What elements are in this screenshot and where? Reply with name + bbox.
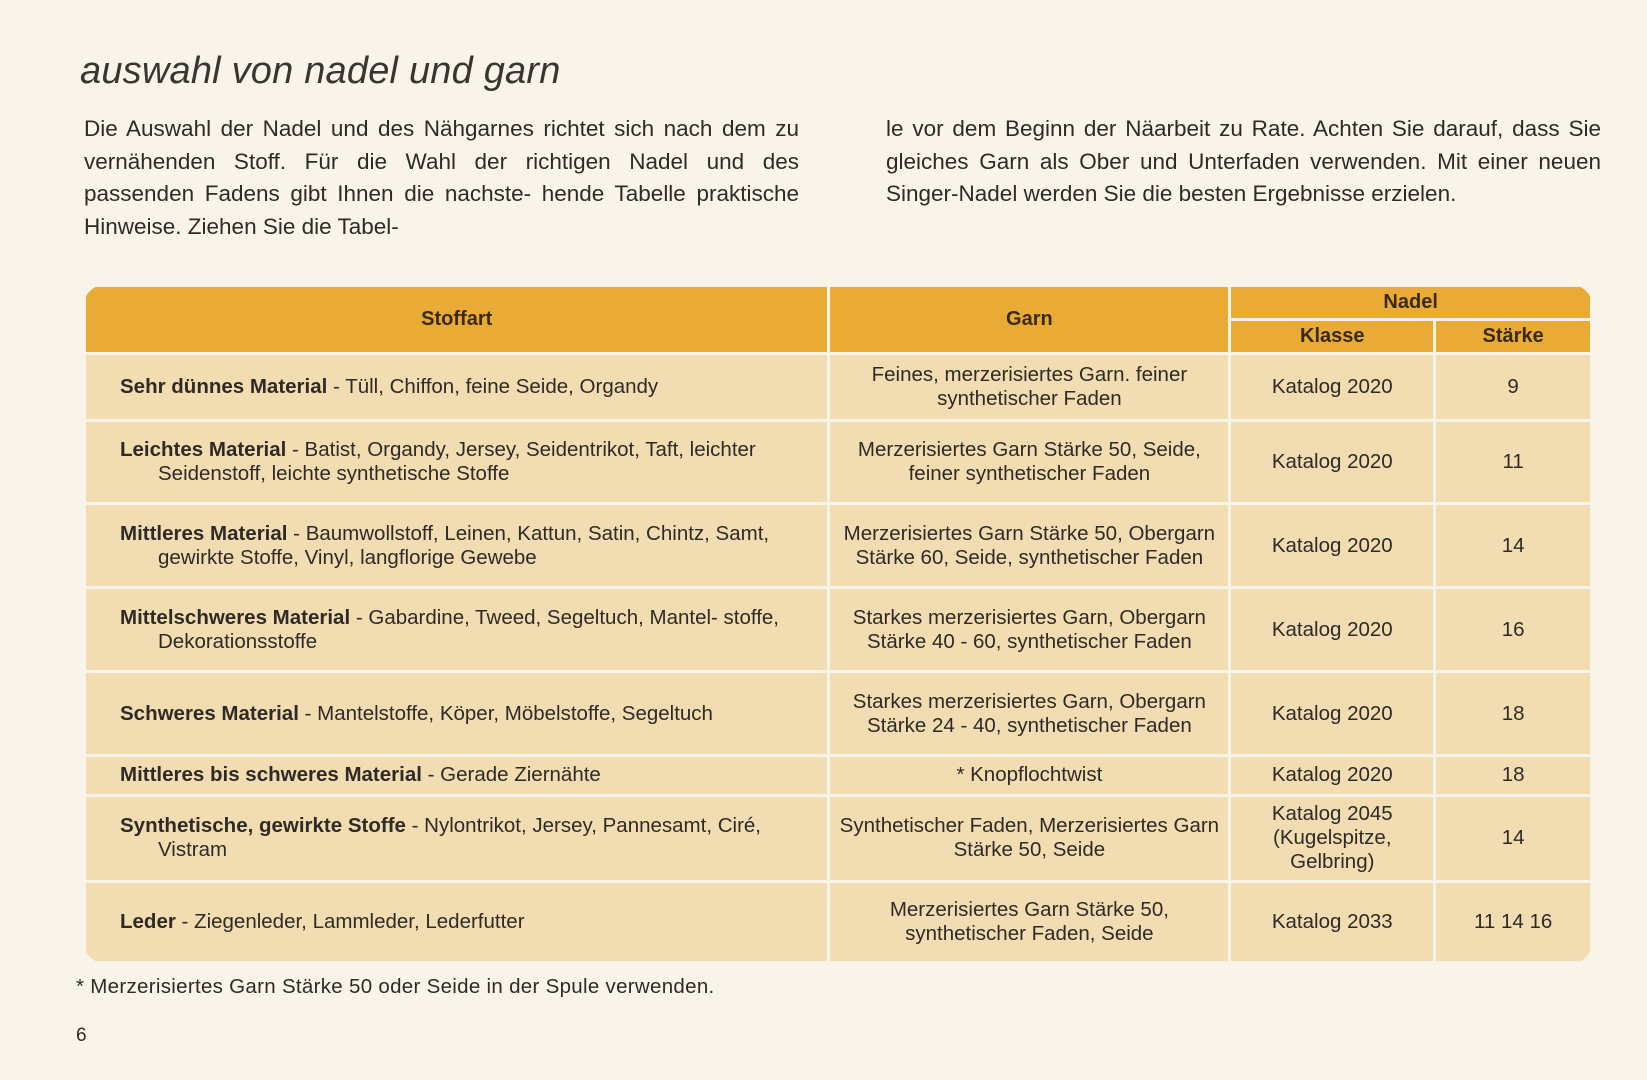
- material-description: - Baumwollstoff, Leinen, Kattun, Satin, Chintz, Samt, gewirkte Stoffe, Vinyl, langflorige Gewebe: [158, 521, 770, 569]
- klasse-cell: Katalog 2033: [1230, 881, 1435, 962]
- header-nadel: Nadel: [1230, 286, 1592, 320]
- klasse-cell: Katalog 2020: [1230, 354, 1435, 421]
- footnote: * Merzerisiertes Garn Stärke 50 oder Seide in der Spule verwenden.: [76, 975, 715, 998]
- stoffart-cell: [85, 421, 829, 504]
- klasse-cell: Katalog 2020: [1230, 588, 1435, 672]
- garn-cell: Synthetischer Faden, Merzerisiertes Garn Stärke 50, Seide: [829, 795, 1230, 881]
- material-description: - Ziegenleder, Lammleder, Lederfutter: [175, 909, 525, 933]
- staerke-cell: 11 14 16: [1435, 881, 1592, 962]
- table-row: [85, 421, 1592, 504]
- garn-cell: Merzerisiertes Garn Stärke 50, Obergarn Stärke 60, Seide, synthetischer Faden: [829, 504, 1230, 588]
- header-garn: Garn: [829, 286, 1230, 354]
- intro-text-left: Die Auswahl der Nadel und des Nähgarnes richtet sich nach dem zu vernähenden Stoff. Für die Wahl der richtigen Nadel und des passenden Fadens gibt Ihnen die nachste- hende Tabelle praktische Hinweise. Ziehen Sie die Tabel-: [84, 116, 799, 239]
- material-description: - Mantelstoffe, Köper, Möbelstoffe, Segeltuch: [298, 701, 713, 725]
- table-row: [85, 795, 1592, 881]
- garn-cell: Merzerisiertes Garn Stärke 50, synthetischer Faden, Seide: [829, 881, 1230, 962]
- page-title: auswahl von nadel und garn: [80, 50, 561, 92]
- staerke-cell: 14: [1435, 795, 1592, 881]
- intro-text-right: le vor dem Beginn der Näarbeit zu Rate. Achten Sie darauf, dass Sie gleiches Garn als Ober und Unterfaden verwenden. Mit einer neuen Singer-Nadel werden Sie die besten Ergebnisse erzielen.: [886, 116, 1601, 206]
- staerke-cell: 11: [1435, 421, 1592, 504]
- material-name: Synthetische, gewirkte Stoffe: [120, 814, 406, 838]
- material-description: - Batist, Organdy, Jersey, Seidentrikot, Taft, leichter Seidenstoff, leichte synthetische Stoffe: [158, 438, 756, 486]
- stoffart-cell: [85, 672, 829, 755]
- staerke-cell: 14: [1435, 504, 1592, 588]
- staerke-cell: 18: [1435, 672, 1592, 755]
- material-name: Mittleres bis schweres Material: [120, 763, 422, 787]
- material-description: - Tüll, Chiffon, feine Seide, Organdy: [327, 375, 659, 399]
- garn-cell: Feines, merzerisiertes Garn. feiner synthetischer Faden: [829, 354, 1230, 421]
- stoffart-cell: [85, 588, 829, 672]
- needle-thread-table: [83, 284, 1593, 964]
- klasse-cell: Katalog 2020: [1230, 672, 1435, 755]
- stoffart-cell: [85, 504, 829, 588]
- stoffart-cell: [85, 354, 829, 421]
- staerke-cell: 9: [1435, 354, 1592, 421]
- stoffart-cell: [85, 881, 829, 962]
- klasse-cell: Katalog 2020: [1230, 421, 1435, 504]
- needle-thread-table-container: [83, 284, 1593, 964]
- staerke-cell: 16: [1435, 588, 1592, 672]
- header-klasse: Klasse: [1230, 320, 1435, 354]
- material-description: - Gabardine, Tweed, Segeltuch, Mantel- stoffe, Dekorationsstoffe: [158, 605, 780, 653]
- material-name: Schweres Material: [120, 701, 299, 725]
- klasse-cell: Katalog 2020: [1230, 755, 1435, 795]
- table-row: [85, 588, 1592, 672]
- page-number: 6: [76, 1025, 87, 1046]
- table-row: [85, 755, 1592, 795]
- material-name: Leder: [120, 909, 176, 933]
- garn-cell: * Knopflochtwist: [829, 755, 1230, 795]
- header-stoffart: Stoffart: [85, 286, 829, 354]
- material-name: Sehr dünnes Material: [120, 375, 328, 399]
- stoffart-cell: [85, 755, 829, 795]
- garn-cell: Merzerisiertes Garn Stärke 50, Seide, feiner synthetischer Faden: [829, 421, 1230, 504]
- klasse-cell: Katalog 2020: [1230, 504, 1435, 588]
- table-row: [85, 672, 1592, 755]
- material-name: Mittelschweres Material: [120, 605, 351, 629]
- garn-cell: Starkes merzerisiertes Garn, Obergarn Stärke 40 - 60, synthetischer Faden: [829, 588, 1230, 672]
- staerke-cell: 18: [1435, 755, 1592, 795]
- material-description: - Nylontrikot, Jersey, Pannesamt, Ciré, Vistram: [158, 814, 762, 862]
- material-description: - Gerade Ziernähte: [421, 763, 601, 787]
- material-name: Leichtes Material: [120, 438, 287, 462]
- garn-cell: Starkes merzerisiertes Garn, Obergarn Stärke 24 - 40, synthetischer Faden: [829, 672, 1230, 755]
- material-name: Mittleres Material: [120, 521, 288, 545]
- klasse-cell: Katalog 2045 (Kugelspitze, Gelbring): [1230, 795, 1435, 881]
- table-row: [85, 354, 1592, 421]
- table-row: [85, 881, 1592, 962]
- stoffart-cell: [85, 795, 829, 881]
- table-row: [85, 504, 1592, 588]
- header-staerke: Stärke: [1435, 320, 1592, 354]
